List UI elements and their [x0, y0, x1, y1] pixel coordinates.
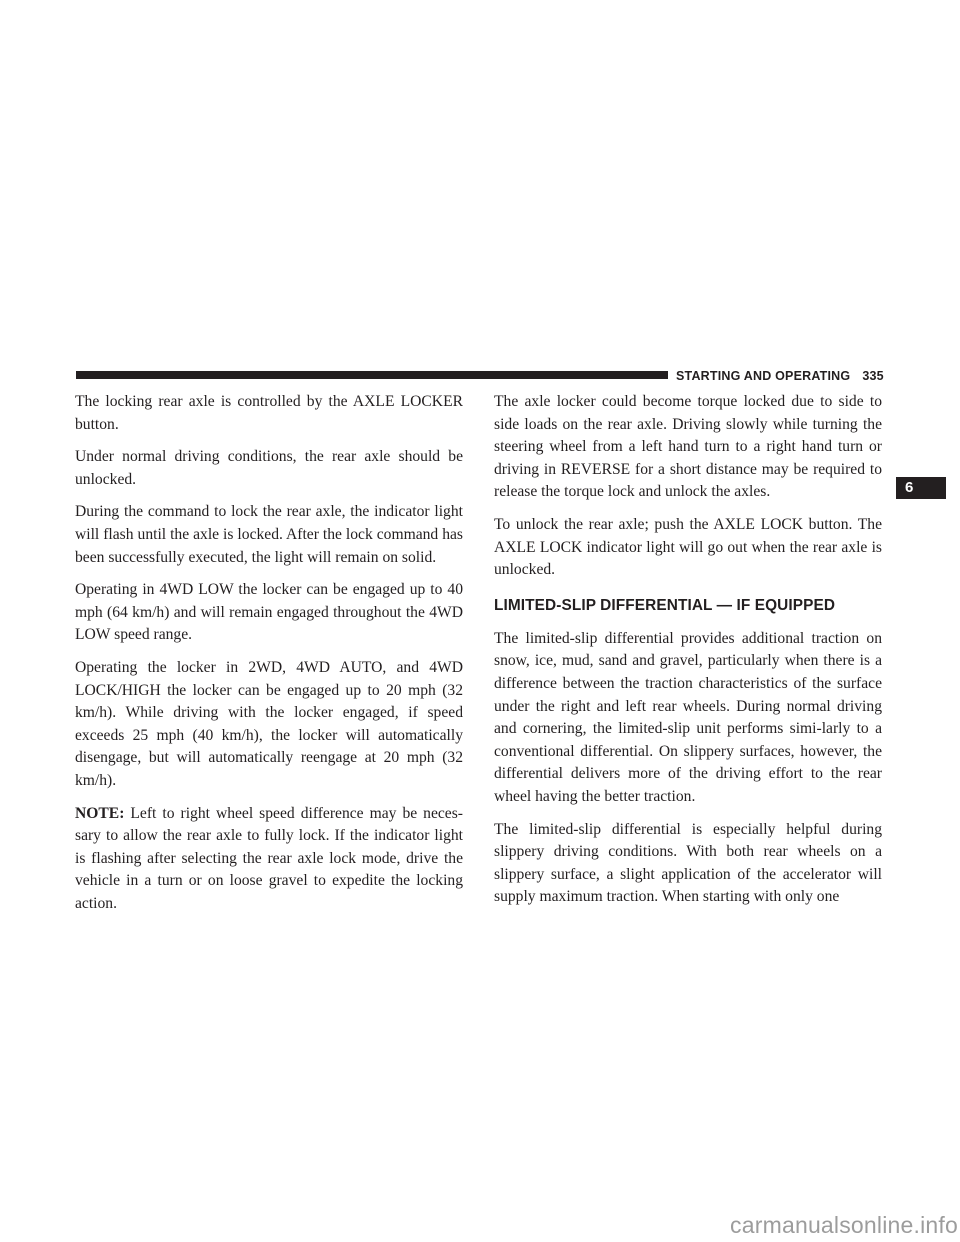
running-header: [676, 366, 896, 386]
section-title: STARTING AND OPERATING: [676, 369, 851, 383]
note-paragraph: [75, 803, 463, 916]
chapter-tab: 6: [896, 477, 946, 499]
paragraph: The limited-slip differential provides additional traction on snow, ice, mud, sand and gravel, particularly when there is a difference between the traction characteristics of the surface under the right and left rear wheels. During normal driving and cornering, the limited-slip unit performs simi-larly to a conventional differential. On slippery surfaces, however, the differential delivers more of the driving effort to the rear wheel having the better traction.: [494, 629, 882, 805]
section-heading: LIMITED-SLIP DIFFERENTIAL — IF EQUIPPED: [494, 596, 836, 614]
paragraph: During the command to lock the rear axle, the indicator light will flash until the axle is locked. After the lock command has been successfully executed, the light will remain on solid.: [75, 503, 463, 566]
paragraph: The axle locker could become torque locked due to side to side loads on the rear axle. Driving slowly while turning the steering wheel from a left hand turn to a right hand turn or driving in REVERSE for a short distance may be required to release the torque lock and unlock the axles.: [494, 393, 882, 501]
left-column: [75, 391, 463, 925]
page-number: 335: [862, 369, 884, 383]
note-label: NOTE:: [75, 804, 125, 822]
paragraph: Operating in 4WD LOW the locker can be engaged up to 40 mph (64 km/h) and will remain engaged throughout the 4WD LOW speed range.: [75, 581, 463, 644]
paragraph: The limited-slip differential is especially helpful during slippery driving conditions. With both rear wheels on a slippery surface, a slight application of the accelerator will supply maximum traction. When starting with only one: [494, 820, 882, 906]
note-text: Left to right wheel speed difference may be neces-sary to allow the rear axle to fully lock. If the indicator light is flashing after selecting the rear axle lock mode, drive the vehicle in a turn or on loose gravel to expedite the locking action.: [75, 804, 463, 912]
paragraph: Operating the locker in 2WD, 4WD AUTO, and 4WD LOCK/HIGH the locker can be engaged up to 20 mph (32 km/h). While driving with the locker engaged, if speed exceeds 25 mph (40 km/h), the locker will automatically disengage, but will automatically reengage at 20 mph (32 km/h).: [75, 658, 463, 789]
paragraph: To unlock the rear axle; push the AXLE LOCK button. The AXLE LOCK indicator light will go out when the rear axle is unlocked.: [494, 515, 882, 579]
paragraph: The locking rear axle is controlled by the AXLE LOCKER button.: [75, 393, 463, 433]
right-column: [494, 391, 882, 919]
header-rule: [76, 371, 668, 379]
paragraph: Under normal driving conditions, the rear axle should be unlocked.: [75, 448, 463, 488]
watermark: carmanualsonline.info: [730, 1212, 958, 1238]
